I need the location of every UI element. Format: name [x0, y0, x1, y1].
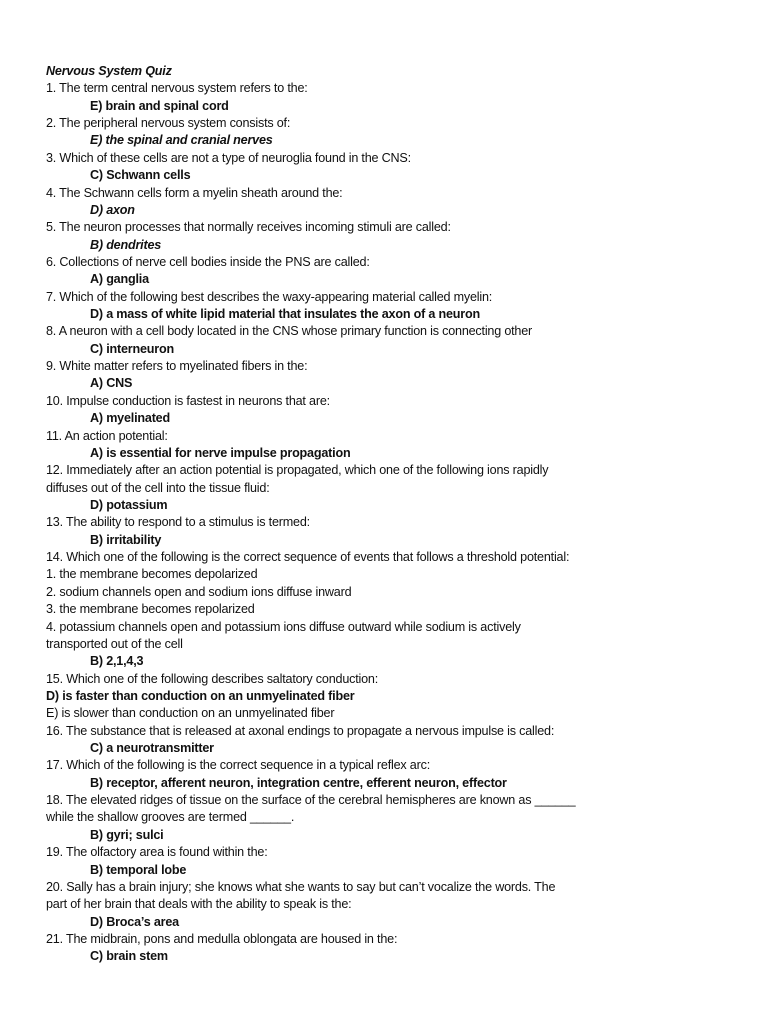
question-line: 3. the membrane becomes repolarized: [46, 602, 255, 617]
question-line: 12. Immediately after an action potential is propagated, which one of the following ions rapidly: [46, 463, 549, 478]
answer-line: A) is essential for nerve impulse propagation: [90, 445, 351, 460]
answer-line: D) axon: [90, 202, 135, 217]
answer-line: C) brain stem: [90, 949, 168, 964]
question-line: 6. Collections of nerve cell bodies inside the PNS are called:: [46, 254, 370, 269]
answer-line: A) myelinated: [90, 411, 170, 426]
question-line: diffuses out of the cell into the tissue fluid:: [46, 480, 270, 495]
question-line: D) is faster than conduction on an unmyelinated fiber: [46, 688, 355, 703]
answer-line: E) brain and spinal cord: [90, 98, 229, 113]
question-line: 8. A neuron with a cell body located in the CNS whose primary function is connecting other: [46, 324, 533, 339]
question-line: 18. The elevated ridges of tissue on the surface of the cerebral hemispheres are known as ______: [46, 793, 576, 808]
answer-line: C) Schwann cells: [90, 168, 191, 183]
quiz-document: [46, 63, 746, 966]
answer-line: D) potassium: [90, 497, 168, 512]
question-line: 14. Which one of the following is the correct sequence of events that follows a threshold potential:: [46, 550, 570, 565]
answer-line: C) interneuron: [90, 341, 174, 356]
answer-line: B) 2,1,4,3: [90, 654, 144, 669]
question-line: 5. The neuron processes that normally receives incoming stimuli are called:: [46, 220, 451, 235]
answer-line: B) receptor, afferent neuron, integration centre, efferent neuron, effector: [90, 775, 507, 790]
question-line: 11. An action potential:: [46, 428, 168, 443]
question-line: 2. The peripheral nervous system consists of:: [46, 116, 291, 131]
question-line: 19. The olfactory area is found within the:: [46, 845, 268, 860]
answer-line: C) a neurotransmitter: [90, 741, 214, 756]
question-line: 9. White matter refers to myelinated fibers in the:: [46, 359, 308, 374]
answer-line: B) irritability: [90, 532, 162, 547]
question-line: 20. Sally has a brain injury; she knows what she wants to say but can’t vocalize the words. The: [46, 879, 556, 894]
question-line: 17. Which of the following is the correct sequence in a typical reflex arc:: [46, 758, 430, 773]
answer-line: A) ganglia: [90, 272, 149, 287]
answer-line: D) a mass of white lipid material that insulates the axon of a neuron: [90, 307, 480, 322]
question-line: part of her brain that deals with the ability to speak is the:: [46, 897, 352, 912]
question-line: 16. The substance that is released at axonal endings to propagate a nervous impulse is called:: [46, 723, 555, 738]
answer-line: D) Broca’s area: [90, 914, 179, 929]
question-line: E) is slower than conduction on an unmyelinated fiber: [46, 706, 335, 721]
question-line: 4. The Schwann cells form a myelin sheath around the:: [46, 185, 343, 200]
question-line: 7. Which of the following best describes the waxy-appearing material called myelin:: [46, 289, 493, 304]
question-line: 1. The term central nervous system refers to the:: [46, 81, 308, 96]
question-line: 1. the membrane becomes depolarized: [46, 567, 258, 582]
question-line: 4. potassium channels open and potassium ions diffuse outward while sodium is actively: [46, 619, 521, 634]
question-line: 21. The midbrain, pons and medulla oblongata are housed in the:: [46, 931, 398, 946]
question-line: 15. Which one of the following describes saltatory conduction:: [46, 671, 379, 686]
question-line: 10. Impulse conduction is fastest in neurons that are:: [46, 393, 330, 408]
question-line: 2. sodium channels open and sodium ions diffuse inward: [46, 584, 352, 599]
answer-line: B) temporal lobe: [90, 862, 187, 877]
answer-line: E) the spinal and cranial nerves: [90, 133, 273, 148]
document-title: Nervous System Quiz: [46, 64, 172, 78]
question-line: transported out of the cell: [46, 636, 183, 651]
answer-line: A) CNS: [90, 376, 133, 391]
answer-line: B) gyri; sulci: [90, 827, 164, 842]
question-line: 13. The ability to respond to a stimulus is termed:: [46, 515, 310, 530]
answer-line: B) dendrites: [90, 237, 162, 252]
question-line: while the shallow grooves are termed ______.: [46, 810, 295, 825]
question-line: 3. Which of these cells are not a type of neuroglia found in the CNS:: [46, 150, 411, 165]
quiz-lines: [46, 80, 746, 965]
